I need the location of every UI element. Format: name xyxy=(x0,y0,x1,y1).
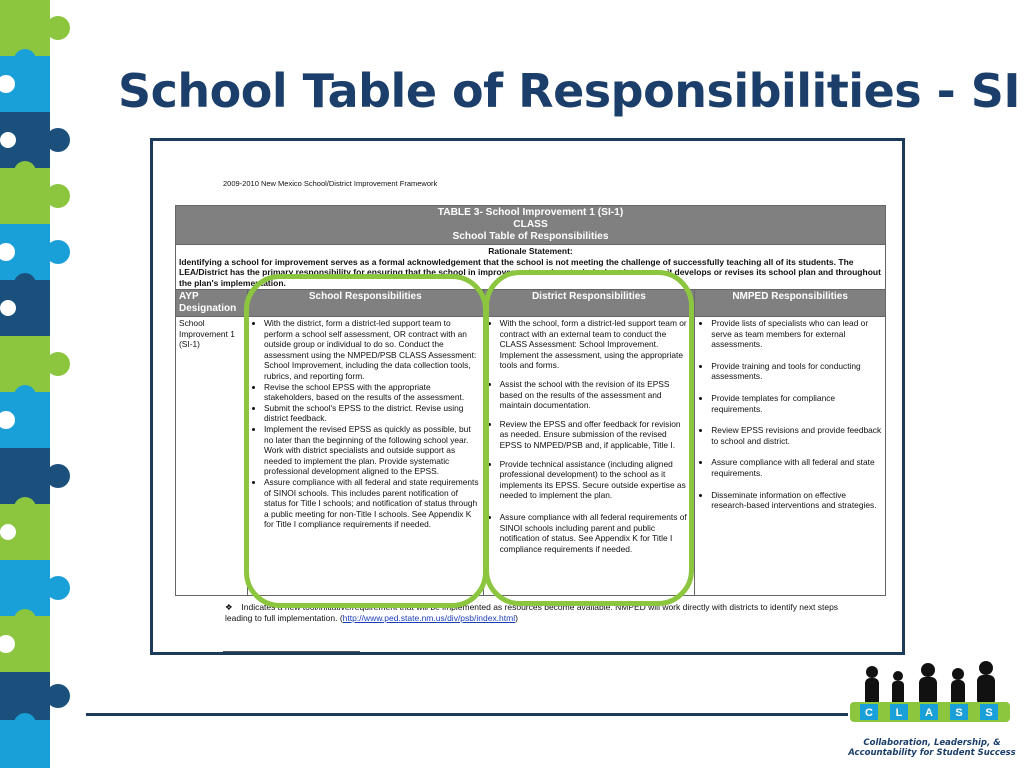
list-item: • Assist the school with the revision of its EPSS based on the results of the assessment and maintain documentation. xyxy=(500,379,692,411)
slide-title: School Table of Responsibilities - SI xyxy=(118,64,1021,118)
nmped-responsibilities-cell xyxy=(695,317,886,596)
ayp-designation-cell: School Improvement 1 (SI-1) xyxy=(176,317,248,596)
document-header: 2009-2010 New Mexico School/District Improvement Framework xyxy=(223,179,438,188)
table-title: TABLE 3- School Improvement 1 (SI-1) xyxy=(437,207,624,218)
logo-letter: C xyxy=(865,707,873,719)
table-subtitle: School Table of Responsibilities xyxy=(452,231,609,242)
list-item: • Provide technical assistance (including aligned professional development) to the school as it implements its EPSS. Secure outside expertise as needed to implement the plan. xyxy=(500,459,692,501)
table-banner xyxy=(176,206,886,245)
bottom-rule xyxy=(86,713,848,716)
column-header-district: District Responsibilities xyxy=(483,290,695,317)
puzzle-pieces-icon xyxy=(0,0,74,768)
list-item: • Assure compliance with all federal requirements of SINOI schools including parent and public notification of status. See Appendix K for Title I compliance requirements if needed. xyxy=(500,512,692,554)
logo-letter: A xyxy=(925,707,933,719)
logo-letter: S xyxy=(985,707,993,719)
district-column-highlight-oval xyxy=(484,270,694,606)
column-header-school: School Responsibilities xyxy=(247,290,483,317)
logo-caption-line-1: Collaboration, Leadership, & xyxy=(863,738,1001,748)
logo-letter: L xyxy=(895,707,903,719)
column-header-ayp: AYP Designation xyxy=(176,290,248,317)
list-item: • Submit the school's EPSS to the district. Revise using district feedback. xyxy=(264,403,480,424)
list-item: • Review the EPSS and offer feedback for revision as needed. Ensure submission of the revised EPSS to NMPED/PSB and, if applicable, Title I. xyxy=(500,419,692,451)
list-item: • Review EPSS revisions and provide feedback to school and district. xyxy=(711,425,882,446)
list-item: • Assure compliance with all federal and state requirements. xyxy=(711,457,882,478)
list-item: • With the district, form a district-led support team to perform a school self assessment, OR contract with an outside group or individual to do so. Conduct the assessment using the NMPED/PSB CLASS Assessment: School Improvement, including the data collection tools, rubrics, and reporting form. xyxy=(264,318,480,382)
list-item: • Provide templates for compliance requirements. xyxy=(711,393,882,414)
logo-caption xyxy=(846,738,1018,758)
student-silhouettes-icon xyxy=(850,658,1010,736)
list-item: • Revise the school EPSS with the appropriate stakeholders, based on the results of the assessment. xyxy=(264,382,480,403)
rationale-text: Identifying a school for improvement serves as a formal acknowledgement that the school is not meeting the challenge of successfully teaching all of its students. The LEA/District has the primary responsibility for ensuring that the school in improvement receives technical assistance as it develops or revises its school plan and throughout the plan's implementation. xyxy=(179,256,881,288)
psb-link[interactable]: http://www.ped.state.nm.us/div/psb/index.html xyxy=(342,613,516,623)
list-item: • Provide training and tools for conducting assessments. xyxy=(711,361,882,382)
school-column-highlight-oval xyxy=(244,274,488,608)
new-tool-symbol-icon: ❖ xyxy=(225,602,233,612)
logo-caption-line-2: Accountability for Student Success xyxy=(848,748,1016,758)
list-item: • Implement the revised EPSS as quickly as possible, but no later than the beginning of the following school year. Work with district specialists and outside support as needed to implement the plan. Provide systematic professional development aligned to the EPSS. xyxy=(264,424,480,477)
table-subtitle-class: CLASS xyxy=(513,219,548,230)
footnote-divider xyxy=(223,651,360,652)
list-item: • With the school, form a district-led support team or contract with an external team to conduct the CLASS Assessment: School Improvement. Implement the assessment, using the appropriate tools and forms. xyxy=(500,318,692,371)
column-header-nmped: NMPED Responsibilities xyxy=(695,290,886,317)
list-item: • Provide lists of specialists who can lead or serve as team members for external assessments. xyxy=(711,318,882,350)
footnote-legend: ❖ Indicates a new tool/initiative/requirement that will be implemented as resources become available. NMPED will work directly with districts to identify next steps leading to full implementation. (http://www.ped.state.nm.us/div/psb/index.html) xyxy=(225,602,839,623)
rationale-heading: Rationale Statement: xyxy=(488,246,573,256)
logo-letter: S xyxy=(955,707,963,719)
list-item: • Disseminate information on effective research-based interventions and strategies. xyxy=(711,490,882,511)
list-item: • Assure compliance with all federal and state requirements of SINOI schools. This includes parent notification of status for Title I schools; and notification of status through a public meeting for non-Title I schools. See Appendix K for Title I compliance requirements if needed. xyxy=(264,477,480,530)
puzzle-border-decoration xyxy=(0,0,74,768)
legend-text: Indicates a new tool/initiative/requirement that will be implemented as resources become available. NMPED will work directly with districts to identify next steps leading to full implementation. xyxy=(225,602,839,623)
